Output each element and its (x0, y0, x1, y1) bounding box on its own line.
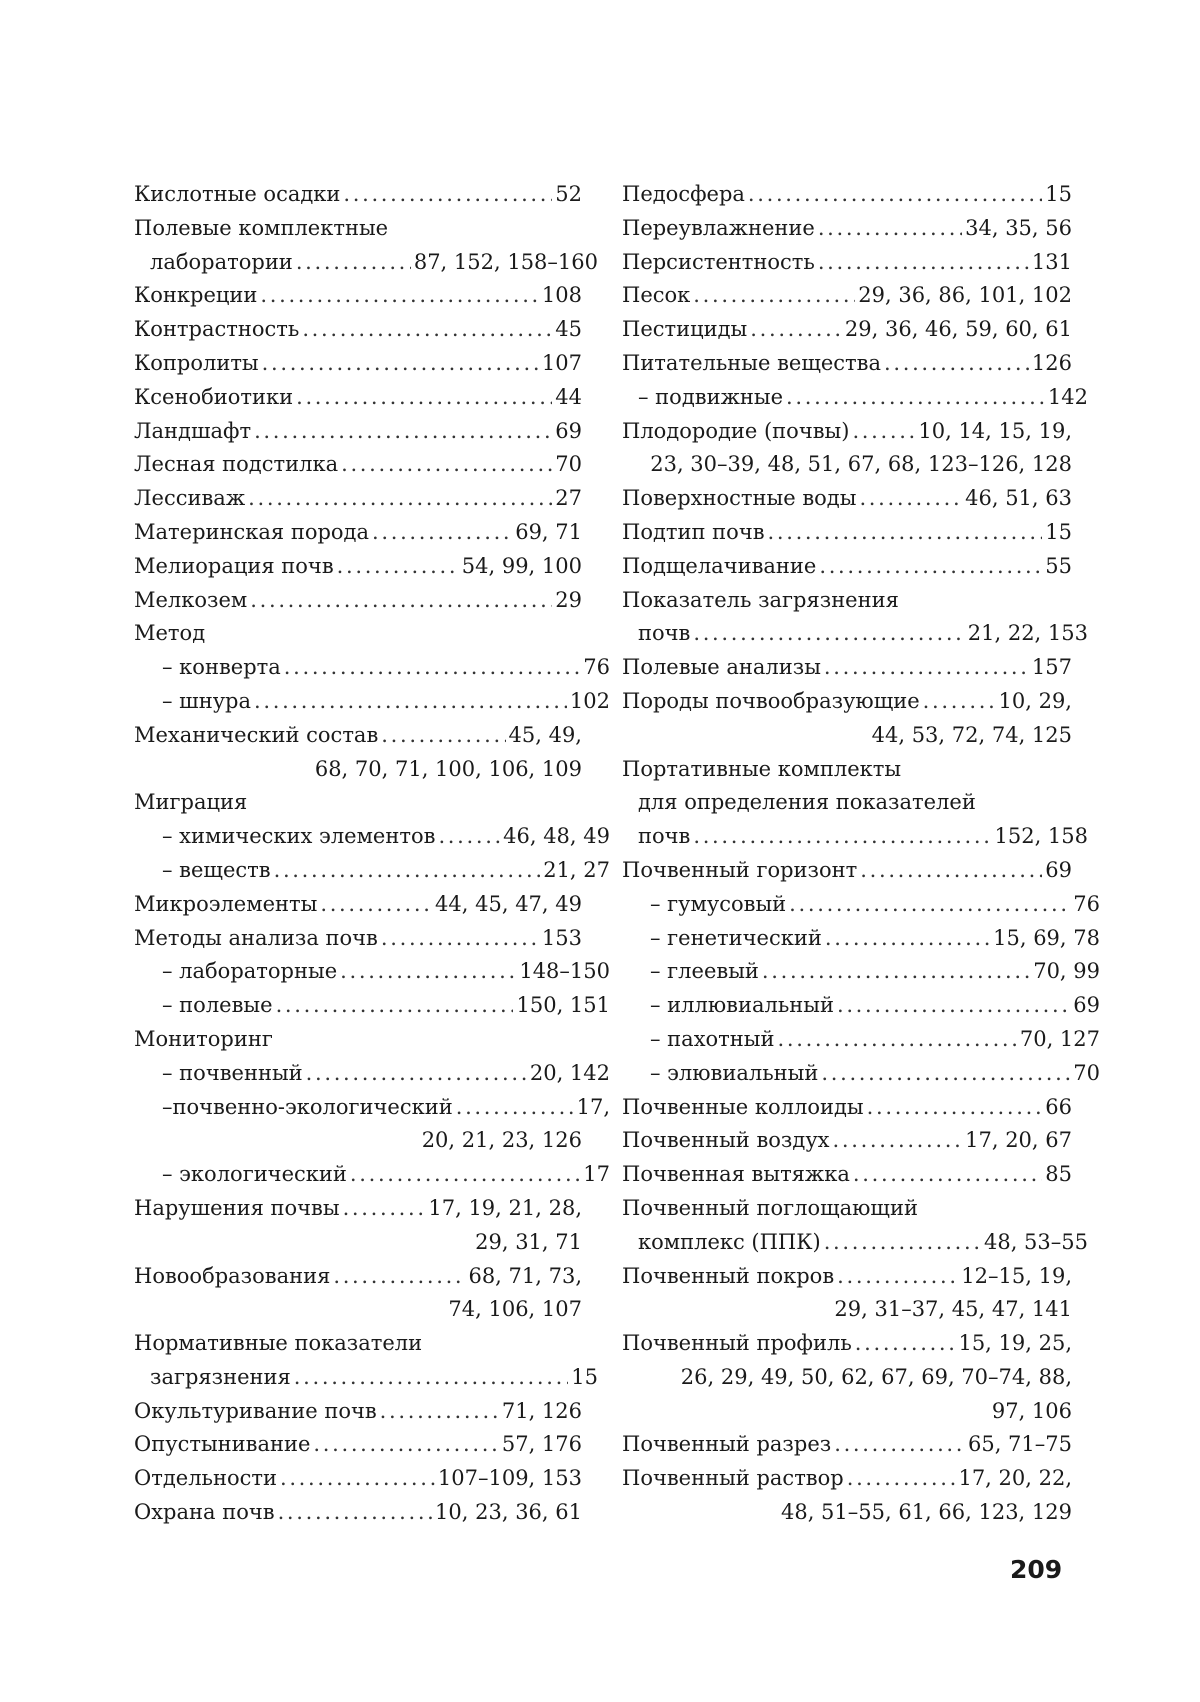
dot-leader (276, 989, 514, 1023)
index-term: Почвенный покров (622, 1263, 835, 1288)
index-entry (134, 651, 610, 685)
dot-leader (819, 550, 1042, 584)
index-pages: 48, 53–55 (983, 1229, 1088, 1254)
dot-leader (372, 516, 512, 550)
index-pages: 68, 71, 73, (468, 1263, 582, 1288)
index-pages: 20, 142 (529, 1060, 610, 1085)
index-entry (622, 1158, 1072, 1192)
dot-leader (693, 820, 991, 854)
index-entry (134, 584, 582, 618)
dot-leader (306, 1057, 527, 1091)
dot-leader (789, 888, 1070, 922)
index-term: – экологический (162, 1162, 347, 1187)
dot-leader (824, 1226, 981, 1260)
index-heading: для определения показателей (638, 790, 976, 815)
index-pages: 17, 20, 22, (958, 1466, 1072, 1491)
dot-leader (867, 1091, 1043, 1125)
index-heading: Портативные комплекты (622, 756, 902, 781)
index-pages: 45 (555, 317, 582, 342)
index-term: –почвенно-экологический (162, 1094, 453, 1119)
index-heading: Миграция (134, 790, 248, 815)
index-pages: 29, 36, 46, 59, 60, 61 (844, 317, 1072, 342)
index-term: Пестициды (622, 317, 748, 342)
index-pages: 46, 48, 49 (503, 824, 610, 849)
index-entry (622, 313, 1072, 347)
dot-leader (280, 1462, 435, 1496)
dot-leader (337, 550, 459, 584)
dot-leader (834, 1428, 965, 1462)
index-term: Контрастность (134, 317, 300, 342)
index-term: – гумусовый (650, 891, 787, 916)
dot-leader (456, 1091, 574, 1125)
index-pages-continuation: 68, 70, 71, 100, 106, 109 (314, 756, 582, 781)
dot-leader (818, 246, 1029, 280)
dot-leader (923, 685, 996, 719)
index-term: Переувлажнение (622, 215, 815, 240)
index-pages: 34, 35, 56 (965, 215, 1072, 240)
dot-leader (254, 685, 567, 719)
index-pages: 66 (1045, 1094, 1072, 1119)
index-heading: Полевые комплектные (134, 215, 389, 240)
index-entry (134, 1395, 582, 1429)
index-entry (622, 617, 1088, 651)
index-entry (134, 482, 582, 516)
index-term: Подщелачивание (622, 553, 817, 578)
index-entry (622, 955, 1100, 989)
index-pages-continuation: 26, 29, 49, 50, 62, 67, 69, 70–74, 88, (680, 1364, 1072, 1389)
index-entry (622, 1023, 1100, 1057)
index-pages: 15, 19, 25, (958, 1331, 1072, 1356)
index-pages: 15 (1045, 519, 1072, 544)
index-term: Отдельности (134, 1466, 277, 1491)
index-pages-continuation: 97, 106 (991, 1398, 1072, 1423)
index-pages: 87, 152, 158–160 (413, 249, 598, 274)
index-pages: 17, 20, 67 (965, 1128, 1072, 1153)
dot-leader (693, 279, 855, 313)
index-pages: 69 (1045, 857, 1072, 882)
index-pages: 76 (583, 655, 610, 680)
dot-leader (855, 1327, 956, 1361)
index-pages: 21, 27 (543, 857, 610, 882)
index-term: Мелкозем (134, 587, 248, 612)
index-term: Породы почвообразующие (622, 688, 920, 713)
index-entry (622, 347, 1072, 381)
index-term: Кислотные осадки (134, 182, 341, 206)
index-pages: 148–150 (519, 959, 610, 984)
dot-leader (818, 212, 962, 246)
dot-leader (762, 955, 1030, 989)
index-pages: 29, 36, 86, 101, 102 (858, 283, 1072, 308)
index-entry (622, 178, 1072, 212)
index-pages: 69 (1073, 993, 1100, 1018)
index-entry (134, 246, 598, 280)
index-term: Песок (622, 283, 691, 308)
index-pages: 70, 99 (1033, 959, 1100, 984)
index-entry (134, 1057, 610, 1091)
index-term: Почвенный воздух (622, 1128, 830, 1153)
index-entry (134, 1260, 582, 1294)
index-term: Полевые анализы (622, 655, 821, 680)
index-entry (622, 922, 1100, 956)
index-pages-continuation: 23, 30–39, 48, 51, 67, 68, 123–126, 128 (650, 452, 1072, 477)
index-pages: 15 (571, 1364, 598, 1389)
index-entry (622, 888, 1100, 922)
index-term: Ландшафт (134, 418, 252, 443)
index-term: Окультуривание почв (134, 1398, 377, 1423)
index-term: Новообразования (134, 1263, 331, 1288)
index-term: Материнская порода (134, 519, 370, 544)
index-pages: 69, 71 (515, 519, 582, 544)
dot-leader (778, 1023, 1017, 1057)
index-pages: 157 (1031, 655, 1072, 680)
index-entry (622, 482, 1072, 516)
index-pages: 17, (576, 1094, 610, 1119)
index-heading: Нормативные показатели (134, 1331, 423, 1356)
index-entry (622, 212, 1072, 246)
index-entry (134, 854, 610, 888)
index-entry (622, 1260, 1072, 1294)
index-term: Мелиорация почв (134, 553, 334, 578)
dot-leader (438, 820, 500, 854)
dot-leader (343, 1192, 426, 1226)
index-term: Персистентность (622, 249, 815, 274)
index-term: Охрана почв (134, 1500, 275, 1525)
index-pages: 29 (555, 587, 582, 612)
index-entry (134, 922, 582, 956)
index-entry (134, 1158, 610, 1192)
index-pages-continuation: 74, 106, 107 (448, 1297, 582, 1322)
index-pages: 15 (1045, 182, 1072, 206)
index-pages-continuation: 44, 53, 72, 74, 125 (871, 722, 1072, 747)
index-pages-continuation: 48, 51–55, 61, 66, 123, 129 (780, 1500, 1072, 1525)
index-entry (622, 1462, 1072, 1496)
index-entry (622, 1124, 1072, 1158)
index-pages: 17 (583, 1162, 610, 1187)
dot-leader (380, 1395, 499, 1429)
index-entry (622, 820, 1088, 854)
index-term: – иллювиальный (650, 993, 834, 1018)
index-pages: 44, 45, 47, 49 (435, 891, 582, 916)
index-pages: 10, 23, 36, 61 (435, 1500, 582, 1525)
index-term: Почвенные коллоиды (622, 1094, 864, 1119)
dot-leader (837, 989, 1070, 1023)
index-term: Педосфера (622, 182, 745, 206)
index-term: – веществ (162, 857, 271, 882)
index-pages: 76 (1073, 891, 1100, 916)
index-term: Питательные вещества (622, 350, 882, 375)
index-term: Лесная подстилка (134, 452, 339, 477)
dot-leader (294, 1361, 568, 1395)
dot-leader (748, 178, 1042, 212)
index-pages: 65, 71–75 (967, 1432, 1072, 1457)
dot-leader (333, 1260, 465, 1294)
index-entry (622, 1226, 1088, 1260)
index-pages-continuation: 29, 31, 71 (475, 1229, 582, 1254)
dot-leader (296, 246, 411, 280)
index-entry (622, 1428, 1072, 1462)
index-term: комплекс (ППК) (638, 1229, 821, 1254)
index-term: – глеевый (650, 959, 759, 984)
index-entry (134, 1361, 598, 1395)
index-term: – химических элементов (162, 824, 436, 849)
index-term: почв (638, 824, 691, 849)
index-pages: 102 (569, 688, 610, 713)
dot-leader (786, 381, 1045, 415)
index-heading: Почвенный поглощающий (622, 1195, 918, 1220)
index-entry (134, 516, 582, 550)
dot-leader (381, 719, 505, 753)
index-pages: 17, 19, 21, 28, (428, 1195, 582, 1220)
index-entry (134, 448, 582, 482)
index-term: Лессиваж (134, 486, 246, 511)
index-term: почв (638, 621, 691, 646)
index-pages: 27 (555, 486, 582, 511)
index-entry (134, 550, 582, 584)
index-term: Копролиты (134, 350, 259, 375)
index-term: – подвижные (638, 384, 784, 409)
index-entry (134, 415, 582, 449)
index-pages: 150, 151 (516, 993, 610, 1018)
index-term: Подтип почв (622, 519, 765, 544)
dot-leader (693, 617, 964, 651)
index-term: Поверхностные воды (622, 486, 857, 511)
index-term: – пахотный (650, 1026, 775, 1051)
index-term: – шнура (162, 688, 252, 713)
index-entry (622, 246, 1072, 280)
index-term: Ксенобиотики (134, 384, 294, 409)
index-term: Почвенный профиль (622, 1331, 852, 1356)
index-entry (134, 279, 582, 313)
index-heading: Метод (134, 621, 206, 646)
index-pages: 45, 49, (508, 722, 582, 747)
index-pages: 85 (1045, 1162, 1072, 1187)
index-pages: 21, 22, 153 (967, 621, 1088, 646)
index-pages: 70 (1073, 1060, 1100, 1085)
index-entry (622, 854, 1072, 888)
index-term: Почвенный горизонт (622, 857, 858, 882)
index-entry (134, 719, 582, 753)
index-pages: 152, 158 (994, 824, 1088, 849)
dot-leader (262, 347, 539, 381)
index-entry (622, 1057, 1100, 1091)
index-entry (134, 1462, 582, 1496)
dot-leader (278, 1496, 432, 1530)
index-term: Почвенный разрез (622, 1432, 832, 1457)
index-pages: 107 (541, 350, 582, 375)
index-term: – генетический (650, 925, 822, 950)
dot-leader (248, 482, 552, 516)
index-term: Опустынивание (134, 1432, 311, 1457)
index-pages: 70, 127 (1019, 1026, 1100, 1051)
index-heading: Мониторинг (134, 1026, 273, 1051)
index-pages: 69 (555, 418, 582, 443)
dot-leader (825, 922, 990, 956)
index-column-right (622, 178, 1100, 1530)
index-pages: 12–15, 19, (961, 1263, 1072, 1288)
index-pages: 10, 14, 15, 19, (918, 418, 1072, 443)
dot-leader (824, 651, 1029, 685)
index-entry (134, 313, 582, 347)
index-pages: 57, 176 (501, 1432, 582, 1457)
index-pages: 153 (541, 925, 582, 950)
dot-leader (884, 347, 1029, 381)
dot-leader (313, 1428, 498, 1462)
index-term: – элювиальный (650, 1060, 819, 1085)
index-entry (134, 347, 582, 381)
index-pages: 71, 126 (501, 1398, 582, 1423)
index-pages-continuation: 20, 21, 23, 126 (421, 1128, 582, 1153)
dot-leader (254, 415, 552, 449)
index-pages: 126 (1031, 350, 1072, 375)
dot-leader (250, 584, 552, 618)
index-term: – полевые (162, 993, 273, 1018)
dot-leader (837, 1260, 958, 1294)
index-entry (622, 381, 1088, 415)
index-pages: 142 (1047, 384, 1088, 409)
index-entry (622, 685, 1072, 719)
index-term: Микроэлементы (134, 891, 318, 916)
index-pages: 70 (555, 452, 582, 477)
index-term: загрязнения (150, 1364, 291, 1389)
dot-leader (852, 415, 915, 449)
dot-leader (750, 313, 842, 347)
index-entry (622, 989, 1100, 1023)
index-term: Механический состав (134, 722, 379, 747)
dot-leader (302, 313, 552, 347)
index-term: Почвенный раствор (622, 1466, 844, 1491)
dot-leader (847, 1462, 956, 1496)
dot-leader (350, 1158, 580, 1192)
index-entry (622, 415, 1072, 449)
dot-leader (260, 279, 539, 313)
index-entry (134, 955, 610, 989)
index-entry (134, 1496, 582, 1530)
dot-leader (296, 381, 552, 415)
index-pages: 10, 29, (998, 688, 1072, 713)
index-pages: 44 (555, 384, 582, 409)
dot-leader (381, 922, 539, 956)
index-entry (622, 550, 1072, 584)
index-pages-continuation: 29, 31–37, 45, 47, 141 (834, 1297, 1072, 1322)
dot-leader (343, 178, 552, 212)
index-pages: 55 (1045, 553, 1072, 578)
index-entry (134, 888, 582, 922)
dot-leader (860, 854, 1042, 888)
index-heading: Показатель загрязнения (622, 587, 899, 612)
dot-leader (821, 1057, 1070, 1091)
dot-leader (853, 1158, 1042, 1192)
dot-leader (833, 1124, 963, 1158)
index-entry (622, 1327, 1072, 1361)
index-pages: 46, 51, 63 (965, 486, 1072, 511)
index-entry (134, 381, 582, 415)
index-term: – конверта (162, 655, 281, 680)
index-entry (134, 178, 582, 212)
index-term: Почвенная вытяжка (622, 1162, 850, 1187)
index-column-left (134, 178, 610, 1530)
index-entry (622, 516, 1072, 550)
dot-leader (320, 888, 432, 922)
dot-leader (274, 854, 541, 888)
index-term: Плодородие (почвы) (622, 418, 850, 443)
index-entry (622, 279, 1072, 313)
dot-leader (859, 482, 962, 516)
index-pages: 131 (1031, 249, 1072, 274)
index-entry (134, 1428, 582, 1462)
dot-leader (340, 955, 516, 989)
dot-leader (768, 516, 1043, 550)
index-entry (134, 1091, 610, 1125)
index-entry (134, 1192, 582, 1226)
index-pages: 54, 99, 100 (461, 553, 582, 578)
index-entry (134, 820, 610, 854)
index-term: Методы анализа почв (134, 925, 378, 950)
index-term: Конкреции (134, 283, 258, 308)
index-pages: 107–109, 153 (437, 1466, 582, 1491)
index-pages: 15, 69, 78 (993, 925, 1100, 950)
index-entry (134, 989, 610, 1023)
index-term: лаборатории (150, 249, 293, 274)
index-pages: 52 (555, 182, 582, 206)
dot-leader (284, 651, 580, 685)
index-term: – лабораторные (162, 959, 338, 984)
index-entry (622, 651, 1072, 685)
index-entry (622, 1091, 1072, 1125)
index-term: – почвенный (162, 1060, 303, 1085)
index-entry (134, 685, 610, 719)
page-number: 209 (1010, 1555, 1063, 1584)
index-pages: 108 (541, 283, 582, 308)
index-term: Нарушения почвы (134, 1195, 340, 1220)
dot-leader (341, 448, 552, 482)
